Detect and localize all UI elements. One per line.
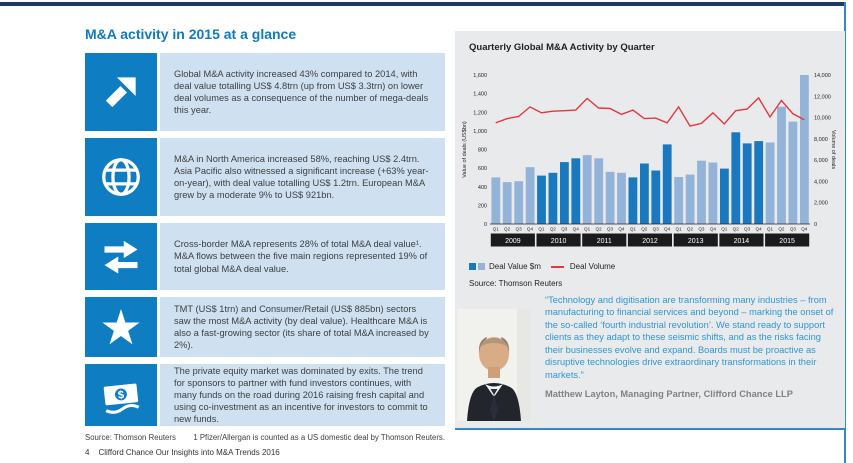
quote-text: “Technology and digitisation are transforming many industries – from manufacturing to financial services and beyond – marking the onset of the so-called ‘fourth industrial revolution’. We stand ready to support clients as they adapt to these seismic shifts, and as the risks facing their businesses evolve and expand. Boards must be proactive as disruptive technologies drive extraordinary transformations in their markets.” — [545, 295, 834, 380]
quote-attribution: Matthew Layton, Managing Partner, Clifford Chance LLP — [545, 389, 793, 400]
deal-value-bar — [537, 176, 546, 224]
cross-border-arrows-icon — [85, 223, 157, 290]
quarter-label: Q2 — [778, 226, 785, 232]
footer-text: Clifford Chance Our Insights into M&A Trends 2016 — [98, 448, 280, 457]
deal-value-bar — [777, 107, 786, 224]
quarter-label: Q3 — [515, 226, 522, 232]
quarter-label: Q1 — [629, 226, 636, 232]
quarter-label: Q4 — [664, 226, 671, 232]
page-title: M&A activity in 2015 at a glance — [85, 26, 297, 42]
quarter-label: Q2 — [641, 226, 648, 232]
highlight-text: Global M&A activity increased 43% compared to 2014, with deal value totalling US$ 4.8trn (up from US$ 3.3trn) on lower deal volumes as a consequence of the number of mega-deals this year. — [174, 68, 429, 116]
deal-value-bar — [800, 75, 809, 224]
highlight-panel — [160, 138, 445, 216]
deal-value-bar — [731, 132, 740, 224]
globe-icon — [85, 138, 157, 216]
quarter-label: Q2 — [504, 226, 511, 232]
deal-value-bar — [491, 177, 500, 224]
year-label: 2009 — [505, 237, 521, 245]
deal-value-bar — [571, 158, 580, 224]
deal-value-bar — [629, 177, 638, 224]
highlight-panel — [160, 53, 445, 131]
highlight-row — [85, 138, 445, 216]
chart-source: Source: Thomson Reuters — [469, 279, 563, 288]
highlight-row — [85, 223, 445, 290]
deal-value-bar — [789, 122, 798, 224]
banknote-dollar-icon — [85, 364, 157, 426]
highlight-panel — [160, 297, 445, 357]
quarter-label: Q4 — [801, 226, 808, 232]
chart-quote-panel — [455, 31, 845, 428]
highlights-column — [85, 26, 445, 442]
deal-value-bar — [720, 169, 729, 224]
source-note: Source: Thomson Reuters — [85, 433, 176, 442]
portrait-photo — [457, 309, 531, 421]
deal-volume-line — [496, 98, 805, 126]
highlight-row — [85, 53, 445, 131]
right-axis-tick: 2,000 — [814, 200, 828, 207]
left-axis-tick: 800 — [477, 147, 487, 154]
deal-volume-line-swatch — [551, 266, 564, 268]
highlight-text: The private equity market was dominated by exits. The trend for sponsors to partner with fund investors continues, with many funds on the road during 2016 raising fresh capital and using co-investment as an incentive for investors to commit to new funds. — [174, 365, 428, 425]
year-label: 2013 — [687, 237, 704, 245]
deal-value-light-swatch — [478, 263, 485, 270]
right-axis-tick: 6,000 — [814, 158, 828, 165]
quarter-label: Q3 — [652, 226, 659, 232]
year-label: 2011 — [596, 237, 612, 245]
quarter-label: Q3 — [698, 226, 705, 232]
highlight-row — [85, 364, 445, 426]
quarter-label: Q1 — [538, 226, 545, 232]
quarterly-ma-chart — [459, 57, 841, 253]
right-axis-tick: 0 — [814, 222, 818, 228]
chart-legend — [469, 262, 615, 271]
quarter-label: Q1 — [721, 226, 728, 232]
quarter-label: Q2 — [732, 226, 739, 232]
right-axis-title: Volume of deals — [830, 129, 836, 170]
deal-value-bar — [526, 167, 535, 224]
quarter-label: Q1 — [675, 226, 682, 232]
quarter-label: Q2 — [686, 226, 694, 232]
left-axis-tick: 400 — [477, 184, 487, 191]
left-axis-tick: 1,200 — [473, 110, 487, 117]
deal-value-bar — [697, 161, 706, 224]
page-footer — [85, 448, 280, 457]
quarter-label: Q1 — [584, 226, 591, 232]
deal-value-bar — [709, 163, 718, 225]
deal-value-bar — [503, 182, 512, 224]
deal-value-bar — [617, 173, 626, 224]
quarter-label: Q3 — [561, 226, 568, 232]
year-label: 2010 — [550, 237, 567, 245]
quarter-label: Q1 — [492, 226, 499, 232]
footnote: 1 Pfizer/Allergan is counted as a US domestic deal by Thomson Reuters. — [193, 433, 445, 442]
left-axis-tick: 0 — [483, 222, 487, 228]
chart-title: Quarterly Global M&A Activity by Quarter — [469, 42, 655, 53]
highlight-panel — [160, 364, 445, 426]
left-axis-title: Value of deals (US$bn) — [462, 121, 468, 178]
quarter-label: Q3 — [789, 226, 796, 232]
quarter-label: Q3 — [744, 226, 751, 232]
quarter-label: Q4 — [526, 226, 534, 232]
deal-value-bar — [743, 143, 752, 224]
quarter-label: Q4 — [709, 226, 716, 232]
legend-deal-volume: Deal Volume — [569, 262, 616, 271]
deal-value-bar — [651, 171, 660, 225]
deal-value-bar — [514, 181, 523, 224]
right-axis-tick: 8,000 — [814, 136, 828, 143]
highlight-panel — [160, 223, 445, 290]
trend-up-arrow-icon — [85, 53, 157, 131]
highlight-row — [85, 297, 445, 357]
svg-text:$: $ — [117, 389, 125, 402]
year-label: 2015 — [779, 237, 795, 245]
deal-value-bar — [594, 158, 603, 224]
highlight-text: Cross-border M&A represents 28% of total M&A deal value¹. M&A flows between the five main regions represented 19% of total global M&A deal value. — [174, 239, 428, 274]
left-axis-tick: 600 — [477, 166, 487, 173]
deal-value-dark-swatch — [469, 263, 476, 270]
deal-value-bar — [583, 155, 592, 224]
year-label: 2012 — [642, 237, 658, 245]
right-axis-tick: 4,000 — [814, 179, 828, 186]
quarter-label: Q4 — [755, 226, 762, 232]
quarter-label: Q4 — [572, 226, 579, 232]
star-icon — [85, 297, 157, 357]
panel-bottom-border — [455, 428, 845, 430]
quarter-label: Q2 — [595, 226, 602, 232]
top-accent-bar — [0, 2, 846, 6]
right-axis-tick: 12,000 — [814, 94, 831, 101]
deal-value-bar — [754, 141, 763, 224]
quarter-label: Q2 — [549, 226, 556, 232]
highlight-text: M&A in North America increased 58%, reaching US$ 2.4trn. Asia Pacific also witnessed a significant increase (+63% year-on-year), with deal value totalling US$ 1.2trn. European M&A grew by a moderate 9% to US$ 921bn. — [174, 153, 429, 201]
quarter-label: Q3 — [606, 226, 614, 232]
right-axis-tick: 14,000 — [814, 73, 831, 79]
deal-value-bar — [663, 144, 672, 224]
left-axis-tick: 1,600 — [473, 73, 487, 79]
deal-value-bar — [606, 172, 615, 224]
deal-value-bar — [674, 177, 683, 224]
legend-deal-value: Deal Value $m — [489, 262, 541, 271]
page-number: 4 — [85, 448, 90, 457]
quarter-label: Q1 — [766, 226, 774, 232]
deal-value-bar — [560, 162, 569, 224]
left-axis-tick: 200 — [477, 203, 487, 210]
deal-value-bar — [766, 143, 775, 225]
left-axis-tick: 1,400 — [473, 91, 487, 98]
deal-value-bar — [686, 175, 695, 224]
year-label: 2014 — [733, 237, 750, 245]
right-axis-tick: 10,000 — [814, 115, 831, 122]
deal-value-bar — [640, 164, 649, 225]
footnote-row — [85, 433, 445, 442]
highlight-text: TMT (US$ 1trn) and Consumer/Retail (US$ 885bn) sectors saw the most M&A activity (by deal value). Healthcare M&A is also a fast-growing sector (its share of total M&A increased by 2%). — [174, 303, 429, 351]
quote-block — [545, 294, 835, 401]
left-axis-tick: 1,000 — [473, 128, 487, 135]
quarter-label: Q4 — [618, 226, 625, 232]
deal-value-bar — [549, 173, 558, 224]
